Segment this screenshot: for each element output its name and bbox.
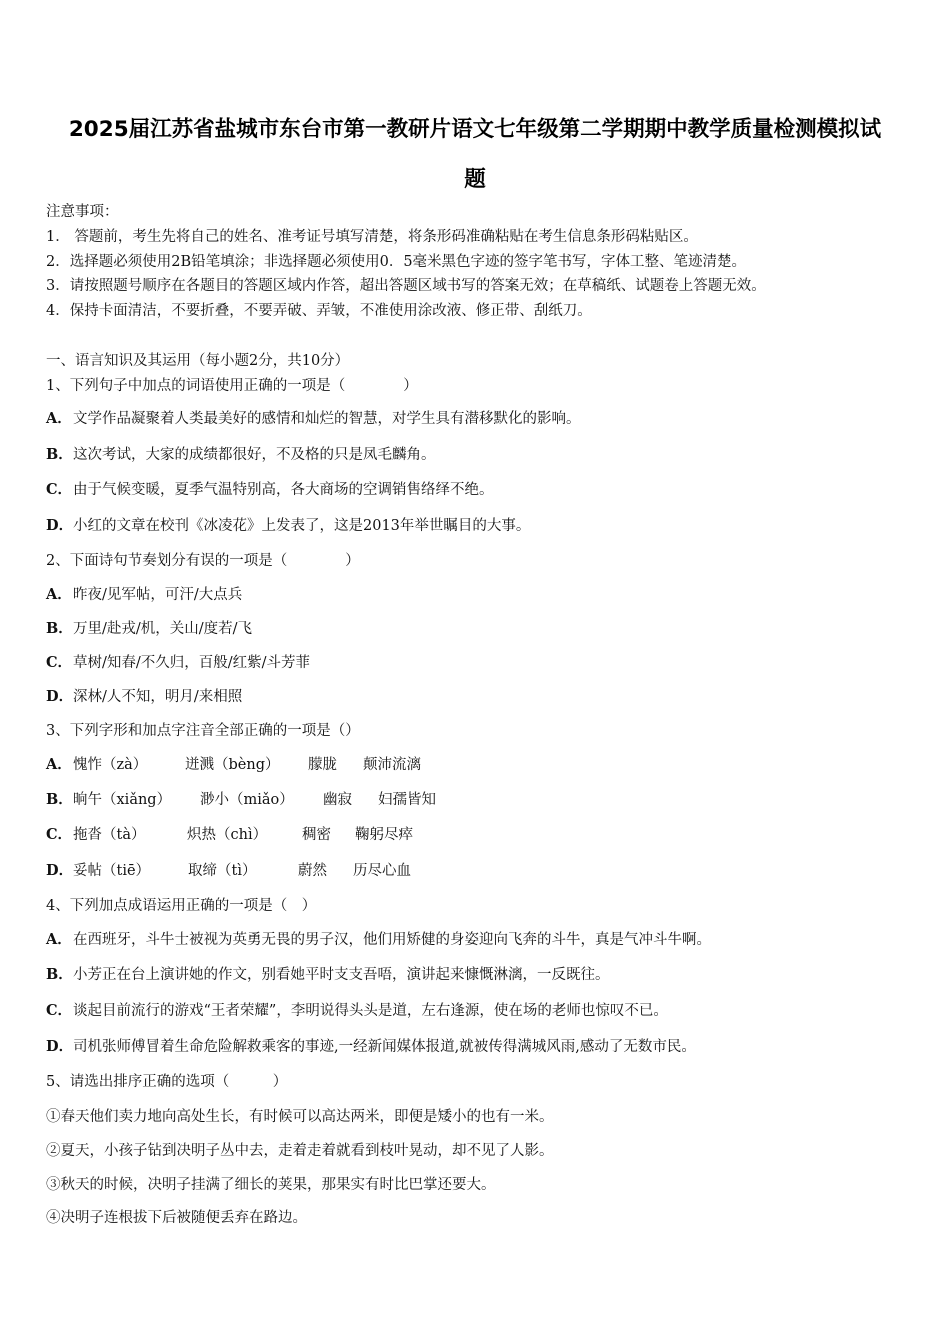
option-label: A． [46, 410, 72, 427]
option-label: C． [46, 481, 73, 498]
question-1-option-c [46, 480, 494, 500]
option-label: A． [46, 931, 72, 948]
notice-heading: 注意事项： [46, 204, 119, 220]
option-text: 草树/知春/不久归，百般/红紫/斗芳菲 [73, 655, 311, 671]
question-5-sentence-3: ③秋天的时候，决明子挂满了细长的荚果，那果实有时比巴掌还要大。 [46, 1177, 496, 1193]
option-label: B． [46, 620, 73, 637]
option-text: 小芳正在台上演讲她的作文，别看她平时支支吾唔，演讲起来慷慨淋漓，一反既往。 [73, 967, 610, 983]
question-2-option-a [46, 585, 242, 605]
option-text: 文学作品凝聚着人类最美好的感情和灿烂的智慧，对学生具有潜移默化的影响。 [73, 411, 581, 427]
option-label: D． [46, 517, 74, 534]
option-label: B． [46, 446, 73, 463]
option-text: 司机张师傅冒着生命危险解救乘客的事迹,一经新闻媒体报道,就被传得满城风雨,感动了无数市民。 [73, 1039, 696, 1055]
option-term-1: 晌午（xiǎng） [73, 792, 172, 808]
option-label: A． [46, 586, 72, 603]
question-4-option-a [46, 930, 711, 950]
question-3-option-a [46, 755, 421, 775]
notice-item-1: 1． 答题前，考生先将自己的姓名、准考证号填写清楚，将条形码准确粘贴在考生信息条形码粘贴区。 [46, 229, 698, 245]
question-5-sentence-1: ①春天他们卖力地向高处生长，有时候可以高达两米，即便是矮小的也有一米。 [46, 1109, 554, 1125]
option-term-3: 朦胧 [308, 757, 337, 773]
option-text: 谈起目前流行的游戏“王者荣耀”，李明说得头头是道，左右逢源，使在场的老师也惊叹不已。 [73, 1003, 668, 1019]
question-2-option-b [46, 619, 252, 639]
option-term-2: 炽热（chì） [187, 827, 268, 843]
option-term-2: 取缔（tì） [188, 863, 257, 879]
question-1-option-a [46, 409, 581, 429]
question-5-sentence-4: ④决明子连根拔下后被随便丢弃在路边。 [46, 1210, 307, 1226]
option-label: B． [46, 966, 73, 983]
section-heading: 一、语言知识及其运用（每小题2分，共10分） [46, 353, 350, 369]
question-2-option-c [46, 653, 310, 673]
option-label: B． [46, 791, 73, 808]
option-label: C． [46, 654, 73, 671]
option-term-2: 渺小（miǎo） [200, 792, 294, 808]
option-label: A． [46, 756, 72, 773]
question-5-sentence-2: ②夏天，小孩子钻到决明子丛中去，走着走着就看到枝叶晃动，却不见了人影。 [46, 1143, 554, 1159]
question-4-option-d [46, 1037, 696, 1057]
question-5-stem: 5、请选出排序正确的选项（ ） [46, 1074, 288, 1090]
question-4-stem: 4、下列加点成语运用正确的一项是（ ） [46, 898, 317, 914]
option-text: 由于气候变暖，夏季气温特别高，各大商场的空调销售络绎不绝。 [73, 482, 494, 498]
option-text: 昨夜/见军帖，可汗/大点兵 [73, 587, 243, 603]
option-label: C． [46, 826, 73, 843]
option-text: 小红的文章在校刊《冰凌花》上发表了，这是2013年举世瞩目的大事。 [73, 518, 531, 534]
option-text: 这次考试，大家的成绩都很好，不及格的只是凤毛麟角。 [73, 447, 436, 463]
question-4-option-c [46, 1001, 668, 1021]
exam-title-line-1: 2025届江苏省盐城市东台市第一教研片语文七年级第二学期期中教学质量检测模拟试 [68, 117, 882, 142]
option-term-2: 迸溅（bèng） [185, 757, 280, 773]
question-3-option-d [46, 861, 411, 881]
exam-title-line-2: 题 [464, 167, 486, 192]
option-term-1: 妥帖（tiē） [73, 863, 151, 879]
question-2-stem: 2、下面诗句节奏划分有误的一项是（ ） [46, 553, 360, 569]
option-term-4: 妇孺皆知 [378, 792, 436, 808]
option-text: 万里/赴戎/机，关山/度若/飞 [73, 621, 253, 637]
option-term-3: 幽寂 [323, 792, 352, 808]
notice-item-3: 3．请按照题号顺序在各题目的答题区域内作答，超出答题区域书写的答案无效；在草稿纸、试题卷上答题无效。 [46, 278, 766, 294]
question-3-option-c [46, 825, 413, 845]
question-2-option-d [46, 687, 242, 707]
option-label: D． [46, 688, 74, 705]
option-term-1: 拖沓（tà） [73, 827, 146, 843]
option-term-4: 鞠躬尽瘁 [355, 827, 413, 843]
option-text: 在西班牙，斗牛士被视为英勇无畏的男子汉，他们用矫健的身姿迎向飞奔的斗牛，真是气冲斗牛啊。 [73, 932, 711, 948]
option-term-3: 稠密 [302, 827, 331, 843]
option-label: D． [46, 862, 74, 879]
question-3-option-b [46, 790, 436, 810]
option-label: D． [46, 1038, 74, 1055]
option-term-4: 颠沛流漓 [363, 757, 421, 773]
question-3-stem: 3、下列字形和加点字注音全部正确的一项是（） [46, 723, 360, 739]
question-1-stem: 1、下列句子中加点的词语使用正确的一项是（ ） [46, 378, 418, 394]
notice-item-2: 2．选择题必须使用2B铅笔填涂；非选择题必须使用0．5毫米黑色字迹的签字笔书写，字体工整、笔迹清楚。 [46, 254, 747, 270]
option-term-4: 历尽心血 [353, 863, 411, 879]
option-label: C． [46, 1002, 73, 1019]
question-1-option-b [46, 445, 436, 465]
question-4-option-b [46, 965, 610, 985]
notice-item-4: 4．保持卡面清洁，不要折叠，不要弄破、弄皱，不准使用涂改液、修正带、刮纸刀。 [46, 303, 592, 319]
question-1-option-d [46, 516, 530, 536]
option-term-1: 愧怍（zà） [73, 757, 148, 773]
option-term-3: 蔚然 [298, 863, 327, 879]
option-text: 深林/人不知，明月/来相照 [73, 689, 243, 705]
